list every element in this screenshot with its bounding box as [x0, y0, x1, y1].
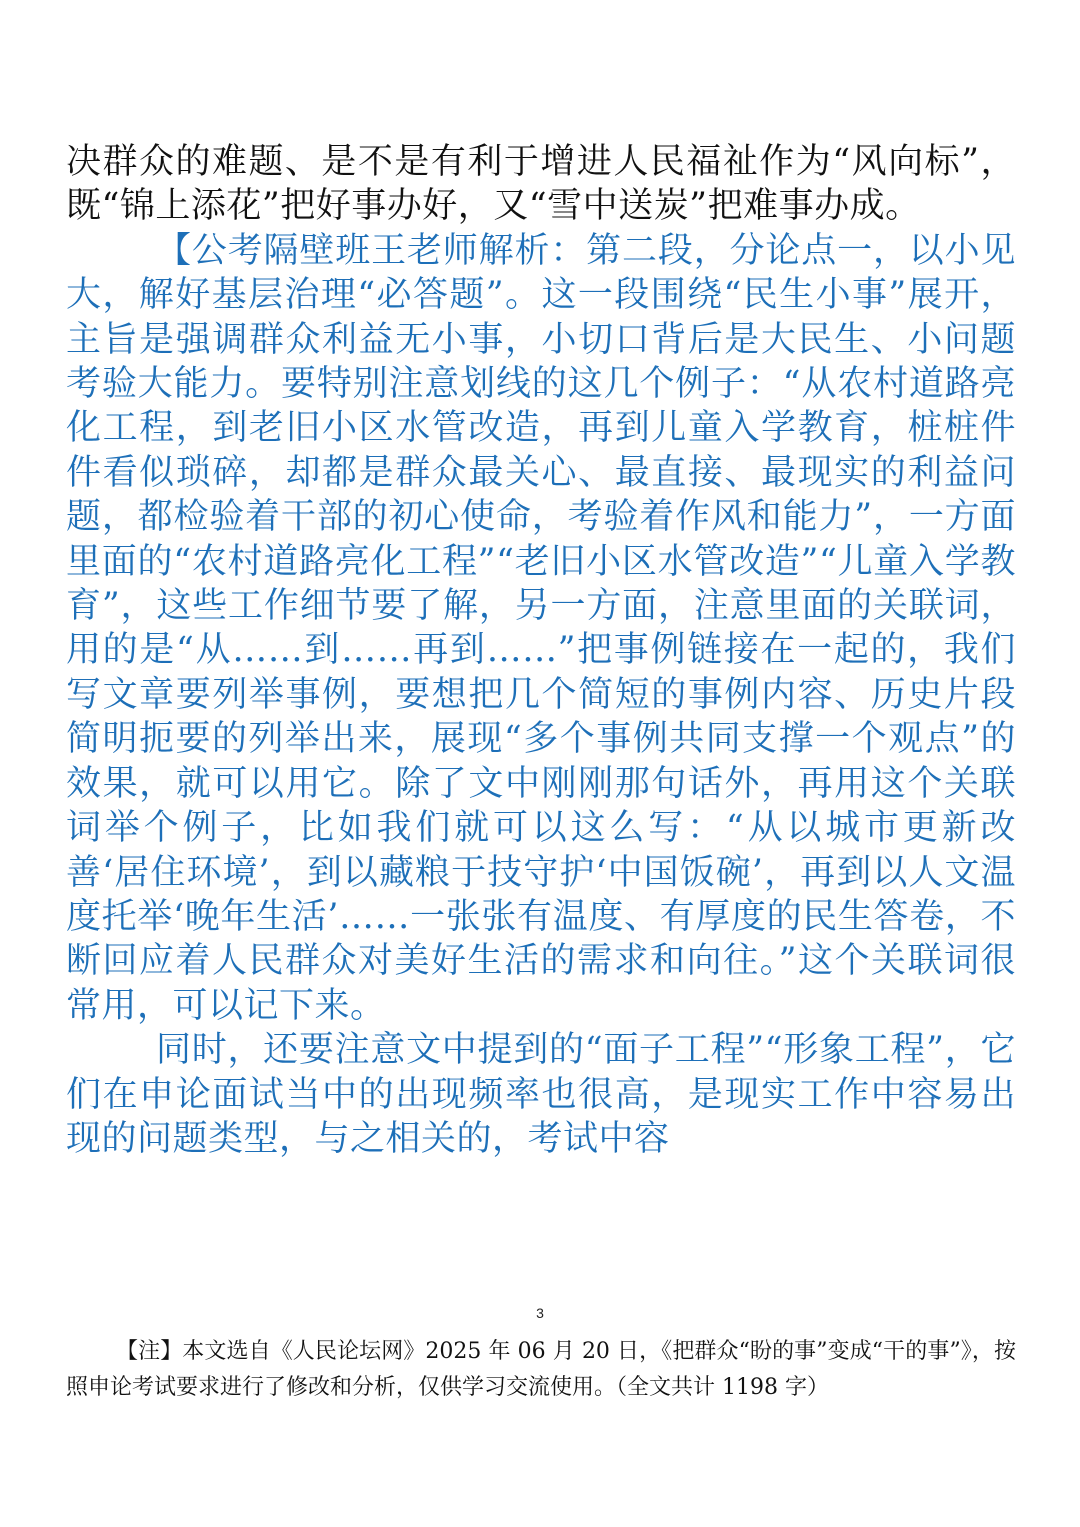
footnote: 【注】本文选自《人民论坛网》2025 年 06 月 20 日，《把群众“盼的事”变成“干的事”》，按照申论考试要求进行了修改和分析，仅供学习交流使用。（全文共计 1198 字）: [66, 1339, 1016, 1400]
main-text-block: [66, 140, 1016, 1161]
analysis-paragraph-continued: 同时，还要注意文中提到的“面子工程”“形象工程”，它们在申论面试当中的出现频率也很高，是现实工作中容易出现的问题类型，与之相关的，考试中容: [66, 1030, 1016, 1159]
analysis-paragraph: 【公考隔壁班王老师解析：第二段，分论点一，以小见大，解好基层治理“必答题”。这一段围绕“民生小事”展开，主旨是强调群众利益无小事，小切口背后是大民生、小问题考验大能力。要特别注意划线的这几个例子：“从农村道路亮化工程，到老旧小区水管改造，再到儿童入学教育，桩桩件件看似琐碎，却都是群众最关心、最直接、最现实的利益问题，都检验着干部的初心使命，考验着作风和能力”，一方面里面的“农村道路亮化工程”“老旧小区水管改造”“儿童入学教育”，这些工作细节要了解，另一方面，注意里面的关联词，用的是“从……到……再到……”把事例链接在一起的，我们写文章要列举事例，要想把几个简短的事例内容、历史片段简明扼要的列举出来，展现“多个事例共同支撑一个观点”的效果，就可以用它。除了文中刚刚那句话外，再用这个关联词举个例子，比如我们就可以这么写：“从以城市更新改善‘居住环境’，到以藏粮于技守护‘中国饭碗’，再到以人文温度托举‘晚年生活’……一张张有温度、有厚度的民生答卷，不断回应着人民群众对美好生活的需求和向往。”这个关联词很常用，可以记下来。: [66, 230, 1016, 1026]
body-paragraph-continued: 决群众的难题、是不是有利于增进人民福祉作为“风向标”，既“锦上添花”把好事办好，又“雪中送炭”把难事办成。: [66, 142, 1016, 227]
page-number: 3: [536, 1305, 544, 1321]
